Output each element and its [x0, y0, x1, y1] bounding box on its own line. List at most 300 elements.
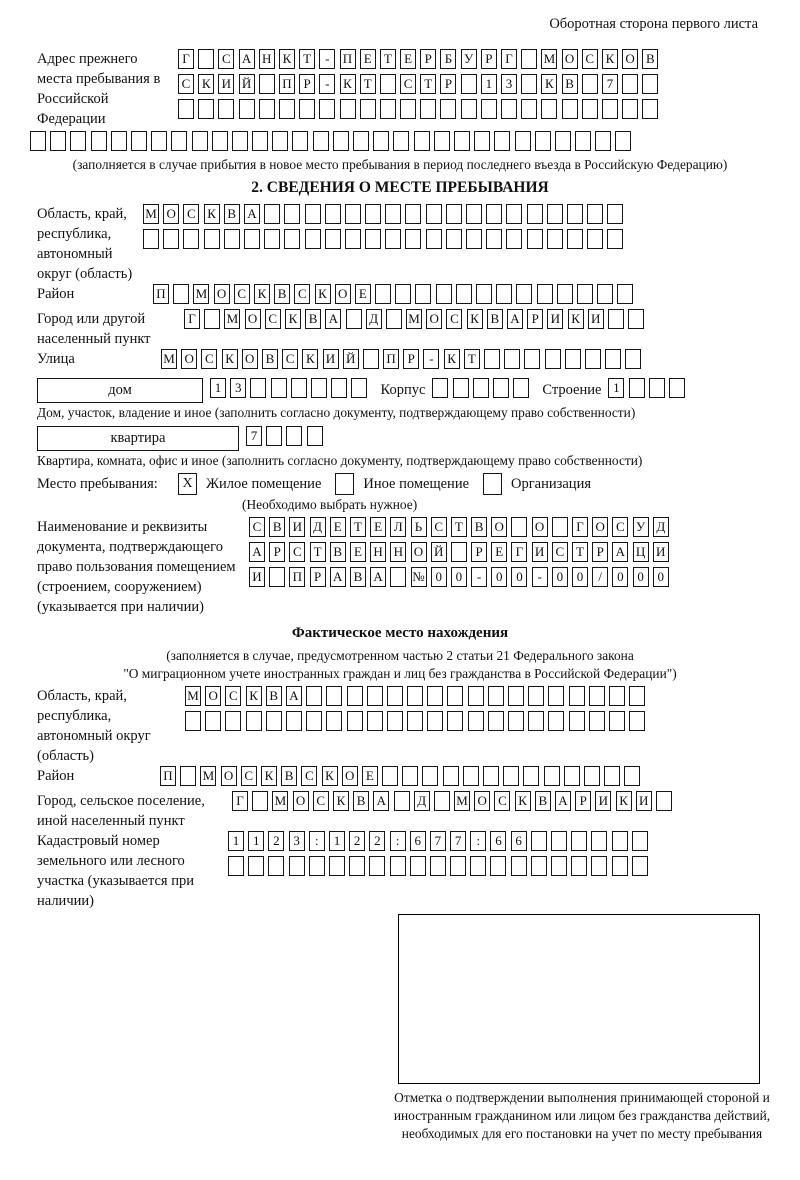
grid-cell[interactable] [420, 99, 436, 119]
grid-cell[interactable]: В [330, 542, 346, 562]
grid-cell[interactable]: С [552, 542, 568, 562]
grid-cell[interactable]: К [515, 791, 531, 811]
grid-cell[interactable] [473, 378, 489, 398]
grid-cell[interactable] [595, 131, 611, 151]
grid-cell[interactable] [248, 856, 264, 876]
grid-cell[interactable]: К [568, 309, 584, 329]
grid-cell[interactable] [347, 711, 363, 731]
grid-cell[interactable] [629, 378, 645, 398]
grid-cell[interactable]: Р [420, 49, 436, 69]
grid-cell[interactable] [394, 791, 410, 811]
grid-cell[interactable]: Р [527, 309, 543, 329]
grid-cell[interactable] [393, 131, 409, 151]
grid-cell[interactable]: - [319, 49, 335, 69]
grid-cell[interactable]: Р [299, 74, 315, 94]
grid-cell[interactable]: А [330, 567, 346, 587]
grid-cell[interactable]: С [400, 74, 416, 94]
grid-cell[interactable]: Е [362, 766, 378, 786]
grid-cell[interactable] [192, 131, 208, 151]
grid-cell[interactable] [531, 856, 547, 876]
grid-cell[interactable]: 3 [230, 378, 246, 398]
grid-cell[interactable] [434, 131, 450, 151]
grid-cell[interactable] [284, 204, 300, 224]
grid-cell[interactable] [453, 378, 469, 398]
grid-cell[interactable] [405, 229, 421, 249]
grid-cell[interactable]: С [234, 284, 250, 304]
grid-cell[interactable] [456, 284, 472, 304]
grid-cell[interactable]: М [541, 49, 557, 69]
grid-cell[interactable] [422, 766, 438, 786]
grid-cell[interactable] [212, 131, 228, 151]
grid-cell[interactable] [272, 131, 288, 151]
grid-cell[interactable] [305, 204, 321, 224]
grid-cell[interactable]: Т [420, 74, 436, 94]
grid-cell[interactable] [284, 229, 300, 249]
grid-cell[interactable] [390, 567, 406, 587]
grid-cell[interactable] [395, 284, 411, 304]
grid-cell[interactable] [70, 131, 86, 151]
grid-cell[interactable] [488, 711, 504, 731]
grid-cell[interactable] [387, 711, 403, 731]
grid-cell[interactable] [426, 204, 442, 224]
grid-cell[interactable]: Г [501, 49, 517, 69]
grid-cell[interactable]: А [249, 542, 265, 562]
grid-cell[interactable]: : [309, 831, 325, 851]
grid-cell[interactable] [244, 229, 260, 249]
grid-cell[interactable] [587, 229, 603, 249]
grid-cell[interactable] [486, 229, 502, 249]
grid-cell[interactable]: К [444, 349, 460, 369]
grid-cell[interactable]: М [143, 204, 159, 224]
grid-cell[interactable] [291, 378, 307, 398]
grid-cell[interactable] [521, 49, 537, 69]
grid-cell[interactable]: 0 [633, 567, 649, 587]
grid-cell[interactable] [521, 74, 537, 94]
grid-cell[interactable] [535, 131, 551, 151]
grid-cell[interactable]: О [221, 766, 237, 786]
grid-cell[interactable]: № [411, 567, 427, 587]
grid-cell[interactable] [250, 378, 266, 398]
grid-cell[interactable] [551, 831, 567, 851]
grid-cell[interactable] [527, 229, 543, 249]
grid-cell[interactable] [569, 711, 585, 731]
grid-cell[interactable] [451, 542, 467, 562]
grid-cell[interactable] [474, 131, 490, 151]
grid-cell[interactable] [380, 74, 396, 94]
grid-cell[interactable]: Н [390, 542, 406, 562]
grid-cell[interactable] [286, 426, 302, 446]
grid-cell[interactable] [386, 309, 402, 329]
grid-cell[interactable]: О [474, 791, 490, 811]
grid-cell[interactable] [629, 686, 645, 706]
grid-cell[interactable]: П [340, 49, 356, 69]
grid-cell[interactable]: Р [592, 542, 608, 562]
grid-cell[interactable] [447, 711, 463, 731]
grid-cell[interactable] [516, 284, 532, 304]
grid-cell[interactable]: Г [184, 309, 200, 329]
grid-cell[interactable] [582, 99, 598, 119]
grid-cell[interactable] [571, 856, 587, 876]
grid-cell[interactable] [414, 131, 430, 151]
grid-cell[interactable] [306, 686, 322, 706]
grid-cell[interactable] [541, 99, 557, 119]
grid-cell[interactable] [521, 99, 537, 119]
grid-cell[interactable]: С [249, 517, 265, 537]
grid-cell[interactable]: Р [269, 542, 285, 562]
grid-cell[interactable] [476, 284, 492, 304]
grid-cell[interactable]: К [541, 74, 557, 94]
grid-cell[interactable] [622, 99, 638, 119]
grid-cell[interactable]: П [279, 74, 295, 94]
grid-cell[interactable] [365, 204, 381, 224]
grid-cell[interactable] [266, 711, 282, 731]
grid-cell[interactable] [180, 766, 196, 786]
grid-cell[interactable] [432, 378, 448, 398]
grid-cell[interactable]: 0 [451, 567, 467, 587]
grid-cell[interactable] [382, 766, 398, 786]
grid-cell[interactable]: 0 [491, 567, 507, 587]
grid-cell[interactable] [360, 99, 376, 119]
grid-cell[interactable]: В [535, 791, 551, 811]
grid-cell[interactable] [325, 204, 341, 224]
grid-cell[interactable]: Т [310, 542, 326, 562]
grid-cell[interactable] [183, 229, 199, 249]
grid-cell[interactable] [443, 766, 459, 786]
grid-cell[interactable] [306, 711, 322, 731]
grid-cell[interactable]: Г [511, 542, 527, 562]
grid-cell[interactable]: 1 [481, 74, 497, 94]
grid-cell[interactable]: С [265, 309, 281, 329]
grid-cell[interactable]: 6 [490, 831, 506, 851]
grid-cell[interactable]: 7 [430, 831, 446, 851]
grid-cell[interactable]: И [249, 567, 265, 587]
grid-cell[interactable]: В [274, 284, 290, 304]
grid-cell[interactable]: А [612, 542, 628, 562]
grid-cell[interactable] [571, 831, 587, 851]
grid-cell[interactable] [349, 856, 365, 876]
grid-cell[interactable]: 2 [369, 831, 385, 851]
grid-cell[interactable] [493, 378, 509, 398]
grid-cell[interactable] [450, 856, 466, 876]
grid-cell[interactable] [436, 284, 452, 304]
grid-cell[interactable] [326, 711, 342, 731]
grid-cell[interactable] [508, 686, 524, 706]
checkbox-other-premises[interactable] [335, 473, 354, 495]
grid-cell[interactable] [466, 204, 482, 224]
grid-cell[interactable]: П [383, 349, 399, 369]
grid-cell[interactable] [387, 686, 403, 706]
grid-cell[interactable] [612, 831, 628, 851]
grid-cell[interactable] [461, 99, 477, 119]
grid-cell[interactable] [351, 378, 367, 398]
grid-cell[interactable] [656, 791, 672, 811]
grid-cell[interactable] [591, 856, 607, 876]
grid-cell[interactable] [264, 229, 280, 249]
grid-cell[interactable]: К [285, 309, 301, 329]
grid-cell[interactable]: К [279, 49, 295, 69]
grid-cell[interactable]: О [532, 517, 548, 537]
grid-cell[interactable]: О [293, 791, 309, 811]
grid-cell[interactable]: У [633, 517, 649, 537]
grid-cell[interactable]: М [200, 766, 216, 786]
grid-cell[interactable] [562, 99, 578, 119]
grid-cell[interactable]: С [289, 542, 305, 562]
grid-cell[interactable]: С [225, 686, 241, 706]
grid-cell[interactable] [629, 711, 645, 731]
grid-cell[interactable]: 0 [612, 567, 628, 587]
grid-cell[interactable] [589, 686, 605, 706]
grid-cell[interactable] [624, 766, 640, 786]
grid-cell[interactable]: С [178, 74, 194, 94]
grid-cell[interactable]: Т [380, 49, 396, 69]
grid-cell[interactable]: Е [350, 542, 366, 562]
grid-cell[interactable]: В [262, 349, 278, 369]
grid-cell[interactable] [271, 378, 287, 398]
grid-cell[interactable]: И [289, 517, 305, 537]
grid-cell[interactable]: - [423, 349, 439, 369]
grid-cell[interactable]: Т [464, 349, 480, 369]
grid-cell[interactable]: : [470, 831, 486, 851]
grid-cell[interactable] [605, 349, 621, 369]
grid-cell[interactable]: И [218, 74, 234, 94]
grid-cell[interactable] [537, 284, 553, 304]
grid-cell[interactable]: Р [471, 542, 487, 562]
grid-cell[interactable]: 1 [329, 831, 345, 851]
grid-cell[interactable] [402, 766, 418, 786]
grid-cell[interactable] [490, 856, 506, 876]
grid-cell[interactable] [286, 711, 302, 731]
grid-cell[interactable] [279, 99, 295, 119]
grid-cell[interactable] [333, 131, 349, 151]
grid-cell[interactable] [494, 131, 510, 151]
grid-cell[interactable] [575, 131, 591, 151]
grid-cell[interactable] [353, 131, 369, 151]
grid-cell[interactable] [589, 711, 605, 731]
grid-cell[interactable] [609, 686, 625, 706]
grid-cell[interactable] [405, 204, 421, 224]
grid-cell[interactable]: П [289, 567, 305, 587]
grid-cell[interactable]: 0 [511, 567, 527, 587]
grid-cell[interactable] [259, 74, 275, 94]
grid-cell[interactable] [426, 229, 442, 249]
grid-cell[interactable]: С [582, 49, 598, 69]
grid-cell[interactable]: Г [572, 517, 588, 537]
grid-cell[interactable] [427, 686, 443, 706]
grid-cell[interactable] [111, 131, 127, 151]
grid-cell[interactable] [218, 99, 234, 119]
grid-cell[interactable] [205, 711, 221, 731]
grid-cell[interactable] [454, 131, 470, 151]
grid-cell[interactable] [307, 426, 323, 446]
grid-cell[interactable] [564, 766, 580, 786]
grid-cell[interactable]: 1 [608, 378, 624, 398]
grid-cell[interactable]: О [592, 517, 608, 537]
grid-cell[interactable] [609, 711, 625, 731]
grid-cell[interactable] [557, 284, 573, 304]
grid-cell[interactable]: 1 [248, 831, 264, 851]
grid-cell[interactable] [309, 856, 325, 876]
grid-cell[interactable] [407, 686, 423, 706]
grid-cell[interactable]: 2 [349, 831, 365, 851]
grid-cell[interactable]: 2 [268, 831, 284, 851]
grid-cell[interactable] [365, 229, 381, 249]
grid-cell[interactable]: О [205, 686, 221, 706]
grid-cell[interactable]: Н [370, 542, 386, 562]
grid-cell[interactable]: О [242, 349, 258, 369]
grid-cell[interactable]: Р [575, 791, 591, 811]
grid-cell[interactable]: Б [440, 49, 456, 69]
grid-cell[interactable] [567, 204, 583, 224]
grid-cell[interactable] [483, 766, 499, 786]
grid-cell[interactable] [513, 378, 529, 398]
grid-cell[interactable]: И [653, 542, 669, 562]
grid-cell[interactable] [269, 567, 285, 587]
grid-cell[interactable]: Т [451, 517, 467, 537]
grid-cell[interactable] [400, 99, 416, 119]
grid-cell[interactable] [607, 204, 623, 224]
grid-cell[interactable]: К [246, 686, 262, 706]
grid-cell[interactable] [625, 349, 641, 369]
grid-cell[interactable] [506, 229, 522, 249]
grid-cell[interactable] [649, 378, 665, 398]
grid-cell[interactable]: А [325, 309, 341, 329]
grid-cell[interactable] [608, 309, 624, 329]
grid-cell[interactable]: М [454, 791, 470, 811]
grid-cell[interactable] [504, 349, 520, 369]
grid-cell[interactable]: В [562, 74, 578, 94]
grid-cell[interactable]: В [350, 567, 366, 587]
grid-cell[interactable]: Н [259, 49, 275, 69]
grid-cell[interactable] [642, 99, 658, 119]
grid-cell[interactable]: - [471, 567, 487, 587]
grid-cell[interactable]: О [181, 349, 197, 369]
grid-cell[interactable]: Т [360, 74, 376, 94]
grid-cell[interactable]: В [224, 204, 240, 224]
grid-cell[interactable]: В [353, 791, 369, 811]
grid-cell[interactable] [415, 284, 431, 304]
grid-cell[interactable] [252, 791, 268, 811]
grid-cell[interactable] [367, 711, 383, 731]
grid-cell[interactable]: М [161, 349, 177, 369]
grid-cell[interactable] [363, 349, 379, 369]
grid-cell[interactable]: Д [310, 517, 326, 537]
grid-cell[interactable]: О [491, 517, 507, 537]
grid-cell[interactable]: И [323, 349, 339, 369]
grid-cell[interactable] [587, 204, 603, 224]
grid-cell[interactable]: / [592, 567, 608, 587]
grid-cell[interactable] [446, 204, 462, 224]
grid-cell[interactable] [367, 686, 383, 706]
grid-cell[interactable]: Г [178, 49, 194, 69]
grid-cell[interactable]: К [198, 74, 214, 94]
grid-cell[interactable] [496, 284, 512, 304]
grid-cell[interactable] [299, 99, 315, 119]
grid-cell[interactable] [447, 686, 463, 706]
grid-cell[interactable] [151, 131, 167, 151]
grid-cell[interactable] [91, 131, 107, 151]
grid-cell[interactable] [380, 99, 396, 119]
grid-cell[interactable]: С [301, 766, 317, 786]
grid-cell[interactable]: А [239, 49, 255, 69]
grid-cell[interactable] [292, 131, 308, 151]
grid-cell[interactable] [511, 517, 527, 537]
grid-cell[interactable]: М [185, 686, 201, 706]
grid-cell[interactable] [622, 74, 638, 94]
grid-cell[interactable] [569, 686, 585, 706]
grid-cell[interactable] [524, 349, 540, 369]
grid-cell[interactable] [470, 856, 486, 876]
grid-cell[interactable] [311, 378, 327, 398]
grid-cell[interactable]: И [636, 791, 652, 811]
grid-cell[interactable]: С [218, 49, 234, 69]
grid-cell[interactable]: Р [481, 49, 497, 69]
grid-cell[interactable] [548, 686, 564, 706]
grid-cell[interactable]: Ц [633, 542, 649, 562]
grid-cell[interactable] [385, 229, 401, 249]
grid-cell[interactable]: 6 [511, 831, 527, 851]
grid-cell[interactable] [481, 99, 497, 119]
grid-cell[interactable] [615, 131, 631, 151]
grid-cell[interactable] [612, 856, 628, 876]
grid-cell[interactable]: С [201, 349, 217, 369]
grid-cell[interactable] [486, 204, 502, 224]
grid-cell[interactable]: Е [370, 517, 386, 537]
grid-cell[interactable]: С [282, 349, 298, 369]
grid-cell[interactable]: О [245, 309, 261, 329]
grid-cell[interactable] [531, 831, 547, 851]
grid-cell[interactable] [567, 229, 583, 249]
grid-cell[interactable] [632, 856, 648, 876]
grid-cell[interactable]: 3 [501, 74, 517, 94]
grid-cell[interactable] [198, 49, 214, 69]
grid-cell[interactable]: К [261, 766, 277, 786]
grid-cell[interactable] [326, 686, 342, 706]
grid-cell[interactable] [597, 284, 613, 304]
grid-cell[interactable] [430, 856, 446, 876]
grid-cell[interactable]: О [342, 766, 358, 786]
grid-cell[interactable]: Е [400, 49, 416, 69]
grid-cell[interactable] [642, 74, 658, 94]
grid-cell[interactable] [319, 99, 335, 119]
grid-cell[interactable]: О [411, 542, 427, 562]
grid-cell[interactable]: К [333, 791, 349, 811]
grid-cell[interactable]: О [335, 284, 351, 304]
grid-cell[interactable] [582, 74, 598, 94]
grid-cell[interactable] [390, 856, 406, 876]
grid-cell[interactable] [373, 131, 389, 151]
grid-cell[interactable] [461, 74, 477, 94]
grid-cell[interactable]: В [269, 517, 285, 537]
grid-cell[interactable] [446, 229, 462, 249]
grid-cell[interactable]: Р [310, 567, 326, 587]
grid-cell[interactable]: А [370, 567, 386, 587]
grid-cell[interactable]: О [622, 49, 638, 69]
grid-cell[interactable]: Р [403, 349, 419, 369]
checkbox-organization[interactable] [483, 473, 502, 495]
checkbox-residential[interactable]: X [178, 473, 197, 495]
grid-cell[interactable] [528, 711, 544, 731]
grid-cell[interactable] [484, 349, 500, 369]
grid-cell[interactable] [547, 204, 563, 224]
grid-cell[interactable]: В [642, 49, 658, 69]
grid-cell[interactable] [632, 831, 648, 851]
grid-cell[interactable]: М [272, 791, 288, 811]
grid-cell[interactable]: В [281, 766, 297, 786]
grid-cell[interactable]: Е [360, 49, 376, 69]
grid-cell[interactable]: С [431, 517, 447, 537]
grid-cell[interactable]: К [340, 74, 356, 94]
grid-cell[interactable]: Д [366, 309, 382, 329]
